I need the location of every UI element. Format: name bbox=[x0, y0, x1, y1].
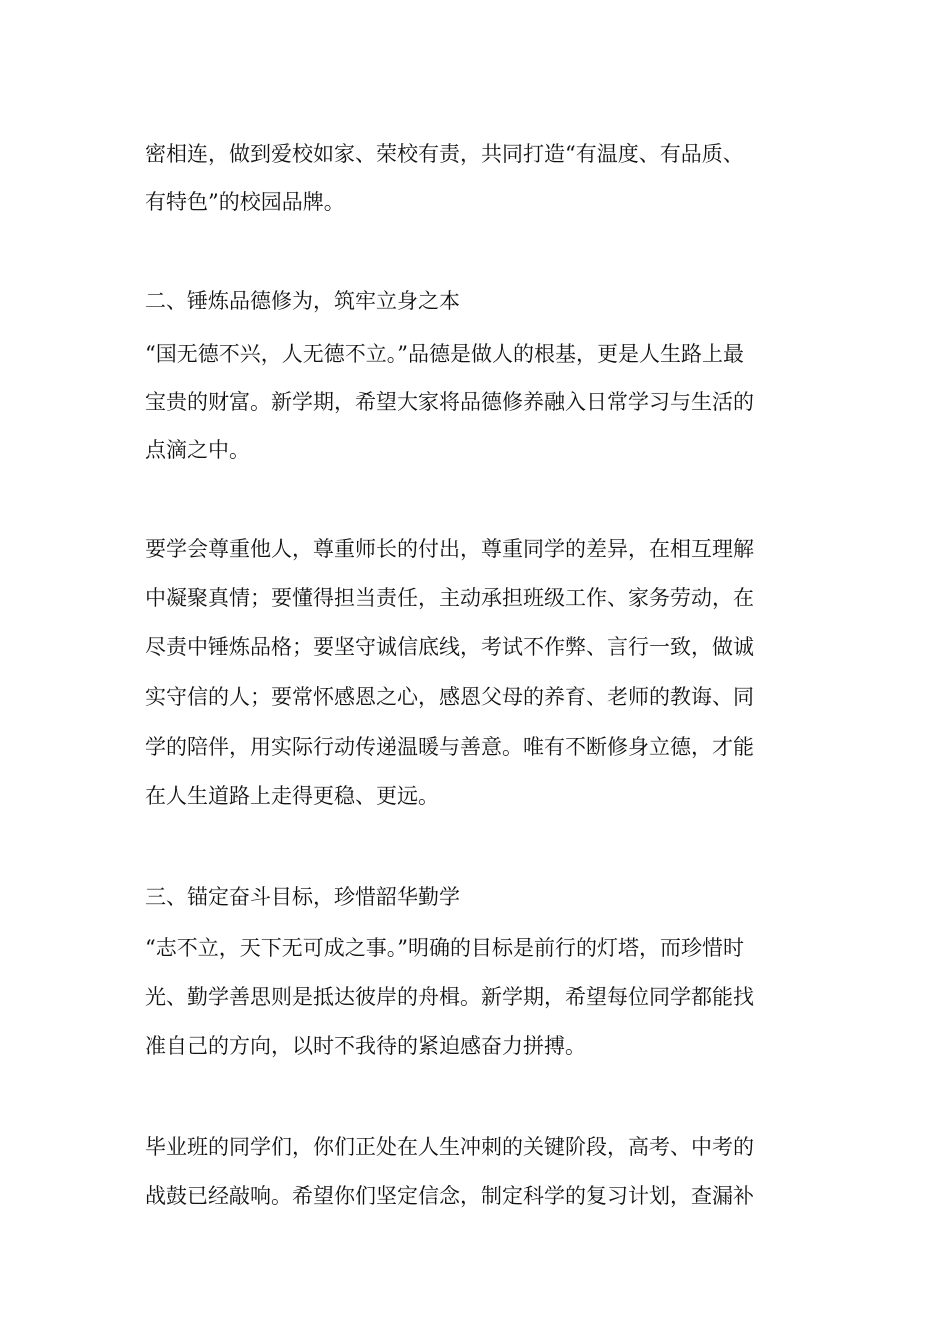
text-line: 尽责中锤炼品格；要坚守诚信底线，考试不作弊、言行一致，做诚 bbox=[145, 635, 754, 659]
text-line: 学的陪伴，用实际行动传递温暖与善意。唯有不断修身立德，才能 bbox=[145, 735, 754, 759]
text-line: 点滴之中。 bbox=[145, 438, 250, 462]
text-line: 毕业班的同学们，你们正处在人生冲刺的关键阶段，高考、中考的 bbox=[145, 1135, 754, 1159]
text-line: 有特色”的校园品牌。 bbox=[145, 190, 345, 214]
section-heading: 三、锚定奋斗目标，珍惜韶华勤学 bbox=[145, 885, 460, 909]
text-line: 要学会尊重他人，尊重师长的付出，尊重同学的差异，在相互理解 bbox=[145, 537, 754, 561]
text-line: 实守信的人；要常怀感恩之心，感恩父母的养育、老师的教诲、同 bbox=[145, 685, 754, 709]
text-line: 宝贵的财富。新学期，希望大家将品德修养融入日常学习与生活的 bbox=[145, 390, 754, 414]
text-line: 准自己的方向，以时不我待的紧迫感奋力拼搏。 bbox=[145, 1034, 586, 1058]
text-line: 中凝聚真情；要懂得担当责任，主动承担班级工作、家务劳动，在 bbox=[145, 586, 754, 610]
text-line: 光、勤学善思则是抵达彼岸的舟楫。新学期，希望每位同学都能找 bbox=[145, 985, 754, 1009]
text-line: 在人生道路上走得更稳、更远。 bbox=[145, 784, 439, 808]
text-line: 战鼓已经敲响。希望你们坚定信念，制定科学的复习计划，查漏补 bbox=[145, 1184, 754, 1208]
text-line: “志不立，天下无可成之事。”明确的目标是前行的灯塔，而珍惜时 bbox=[145, 936, 744, 960]
text-line: “国无德不兴，人无德不立。”品德是做人的根基，更是人生路上最 bbox=[145, 342, 744, 366]
section-heading: 二、锤炼品德修为，筑牢立身之本 bbox=[145, 289, 460, 313]
text-line: 密相连，做到爱校如家、荣校有责，共同打造“有温度、有品质、 bbox=[145, 142, 744, 166]
